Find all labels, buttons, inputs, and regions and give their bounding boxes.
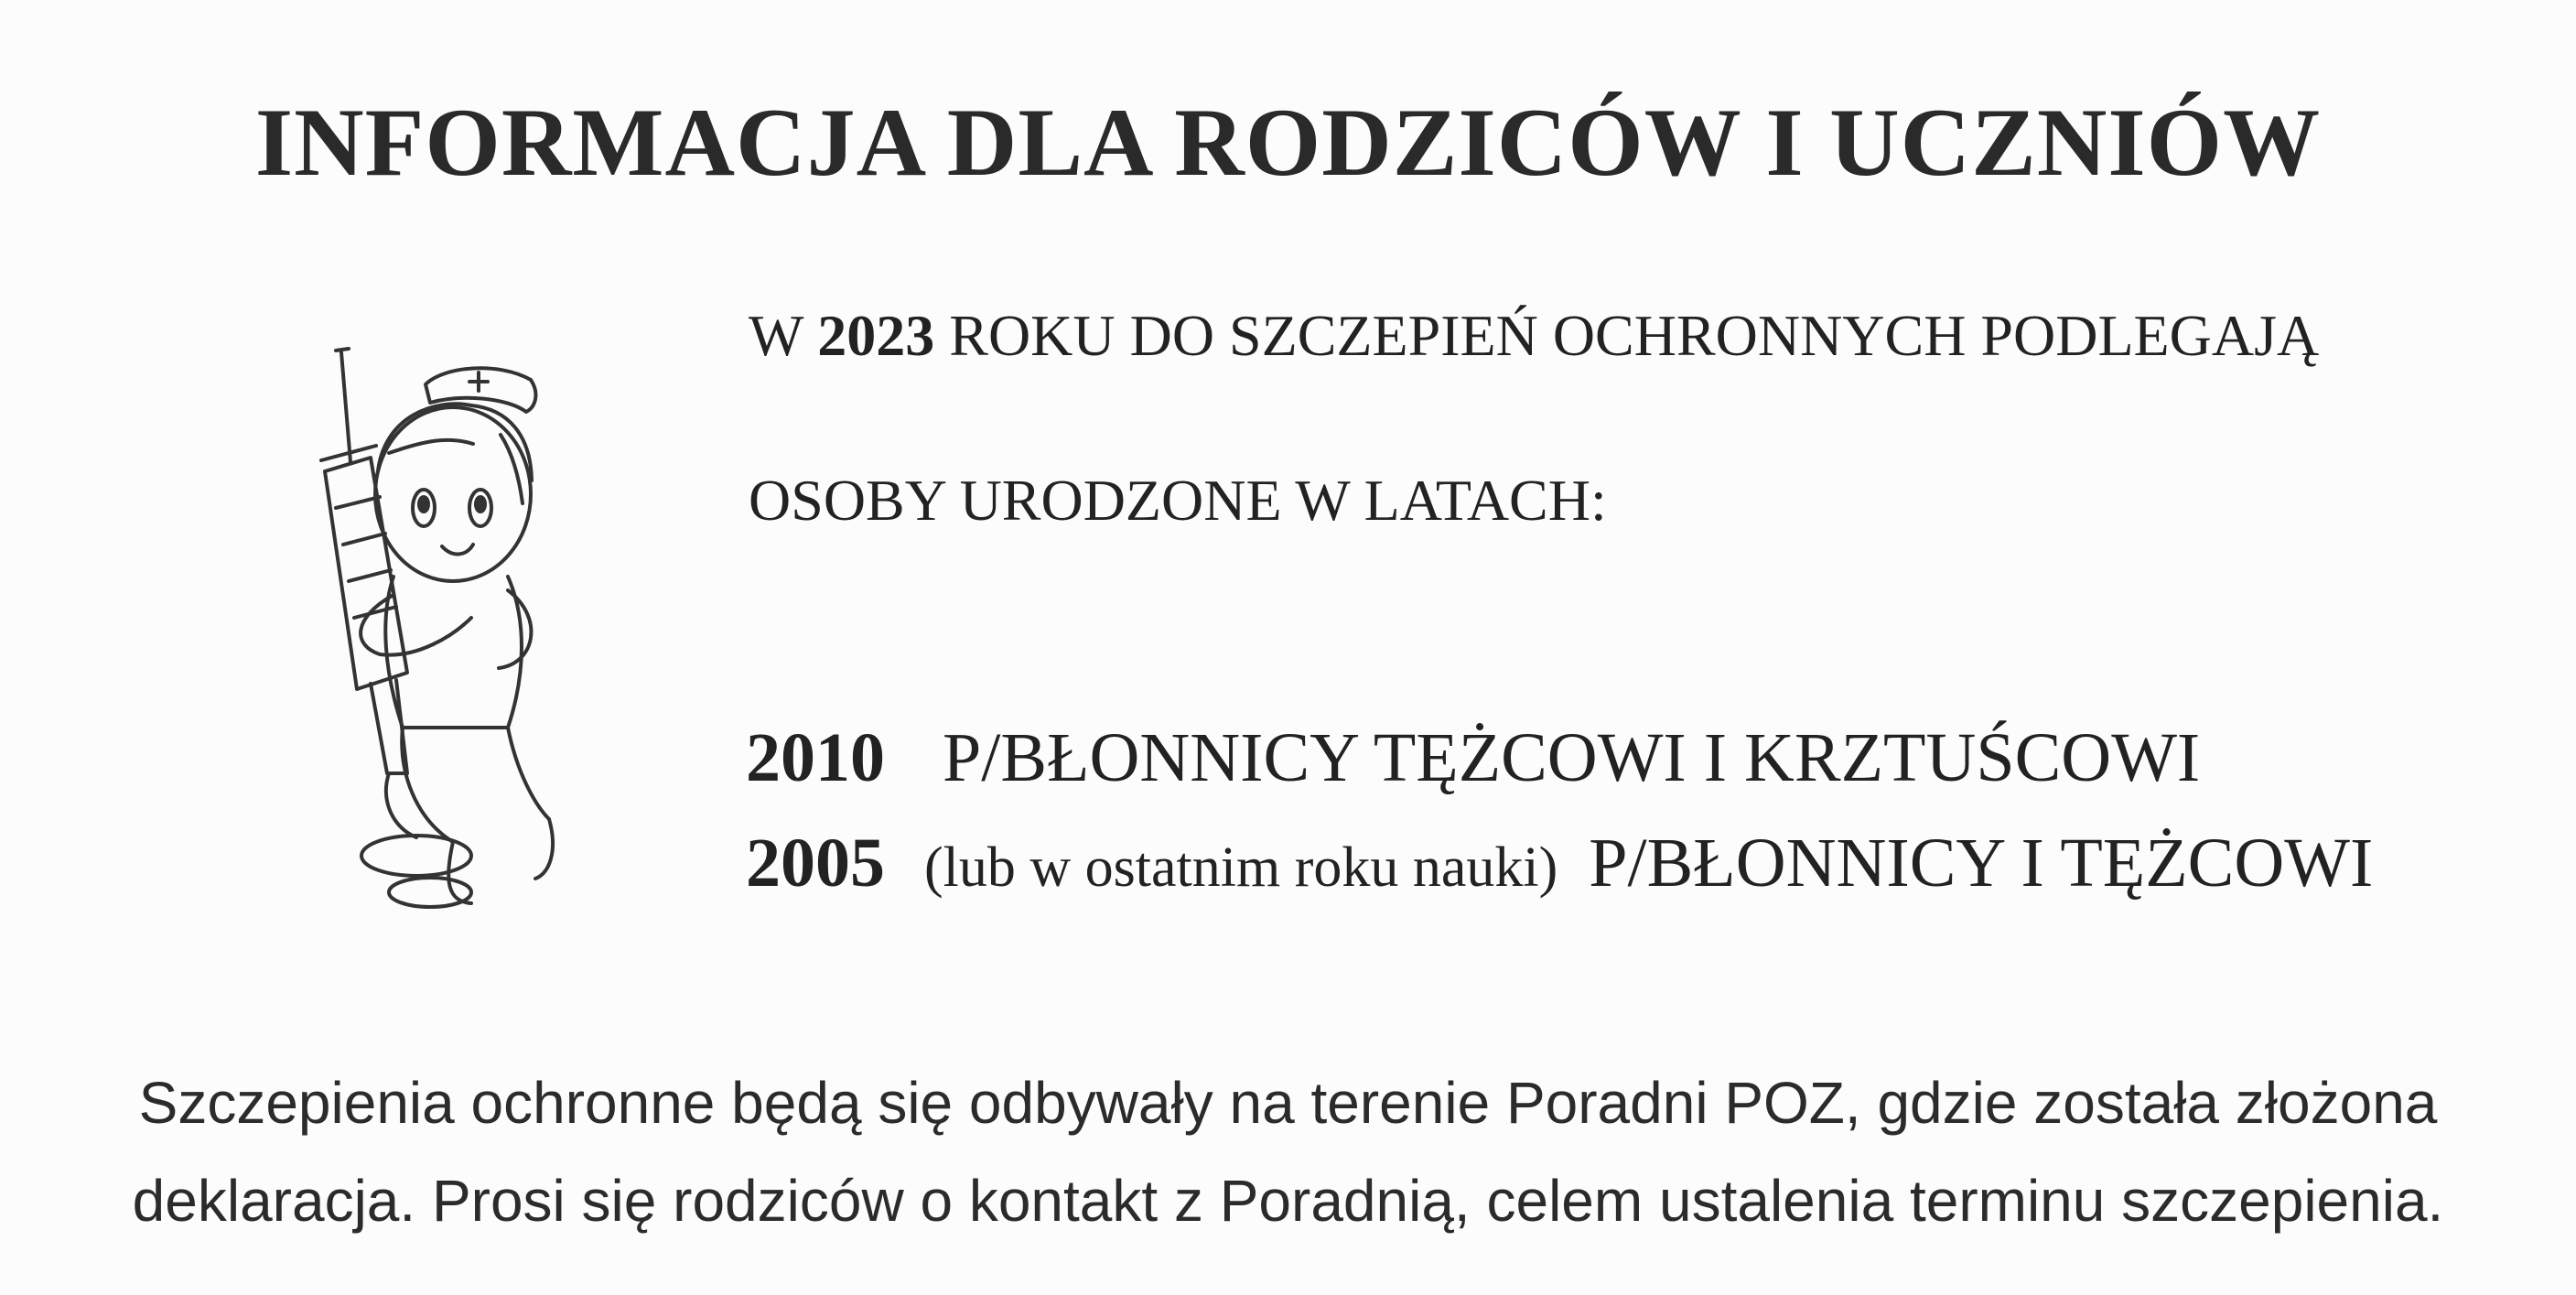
intro-line: [749, 302, 2319, 370]
schedule-year: 2005: [746, 825, 885, 901]
intro-suffix: ROKU DO SZCZEPIEŃ OCHRONNYCH PODLEGAJĄ: [934, 303, 2320, 368]
schedule-vaccines: P/BŁONNICY I TĘŻCOWI: [1589, 825, 2374, 901]
footer-line-2: deklaracja. Prosi się rodziców o kontakt z Poradnią, celem ustalenia terminu szczepienia.: [132, 1168, 2444, 1234]
schedule-note: (lub w ostatnim roku nauki): [924, 836, 1558, 899]
schedule-row: [746, 718, 2200, 798]
footer-line-1: Szczepienia ochronne będą się odbywały na terenie Poradni POZ, gdzie została złożona: [138, 1070, 2438, 1136]
intro-year: 2023: [817, 303, 935, 368]
schedule-row: [746, 824, 2373, 903]
nurse-with-syringe-icon: [233, 343, 599, 929]
schedule-year: 2010: [746, 719, 885, 796]
intro-prefix: W: [749, 303, 818, 368]
schedule-vaccines: P/BŁONNICY TĘŻCOWI I KRZTUŚCOWI: [943, 719, 2201, 796]
page-title: INFORMACJA DLA RODZICÓW I UCZNIÓW: [254, 89, 2322, 196]
intro-subtitle: OSOBY URODZONE W LATACH:: [749, 468, 1607, 533]
